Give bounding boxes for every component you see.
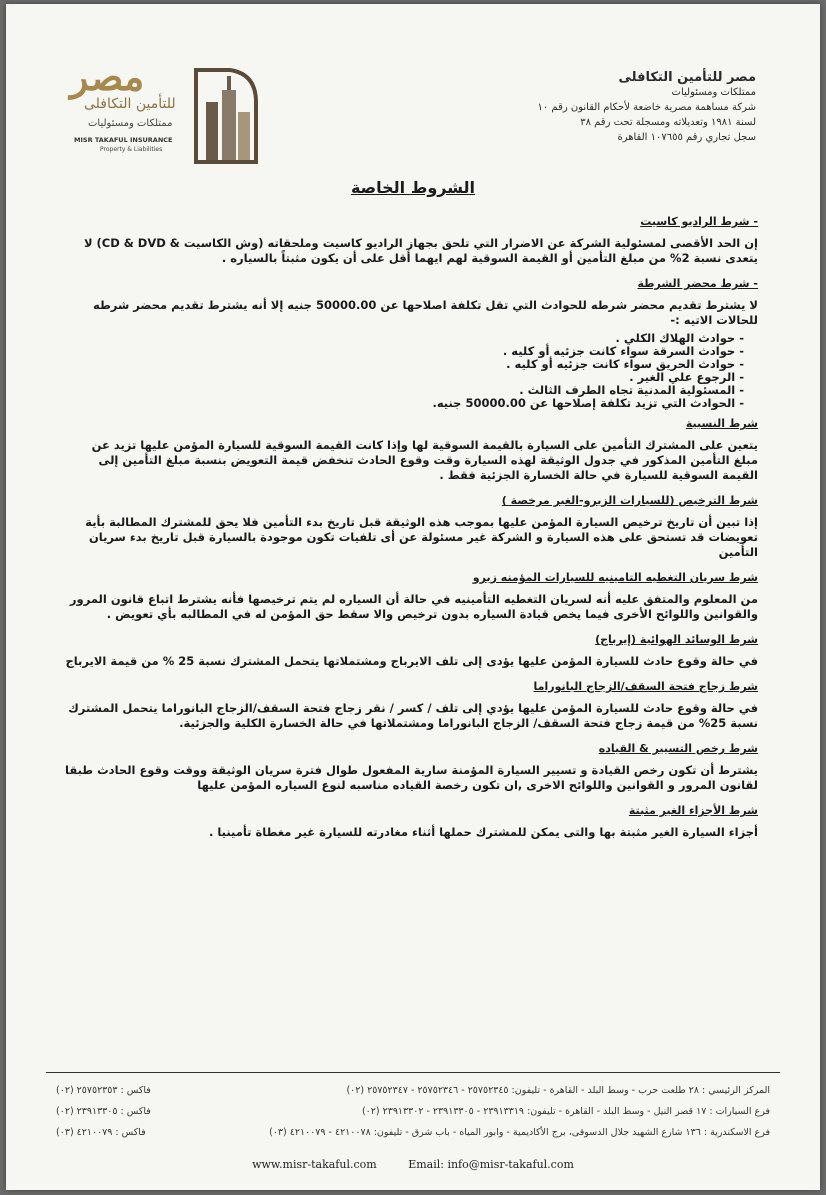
list-item: - حوادث الهلاك الكلي . bbox=[64, 332, 744, 345]
list-item: - المسئولية المدنية تجاه الطرف الثالث . bbox=[64, 384, 744, 397]
section-parts bbox=[64, 803, 758, 840]
section-license bbox=[64, 493, 758, 560]
section-radio bbox=[64, 214, 758, 266]
company-type: ممتلكات ومسئوليات bbox=[671, 87, 756, 98]
section-title: - شرط محضر الشرطة bbox=[637, 277, 758, 290]
registration-line: شركة مساهمة مصرية خاضعة لأحكام القانون رقم ١٠ bbox=[537, 102, 756, 113]
logo-english-name: MISR TAKAFUL INSURANCE bbox=[74, 136, 173, 144]
section-title: - شرط الراديو كاسيت bbox=[640, 215, 758, 228]
cars-branch-fax: فاكس : ٢٣٩١٣٣٠٥ (٠٢) bbox=[56, 1106, 151, 1117]
terms-content bbox=[64, 214, 758, 850]
company-logo bbox=[64, 54, 274, 174]
registration-line: لسنة ١٩٨١ وتعديلاته ومسجلة تحت رقم ٣٨ bbox=[580, 117, 756, 128]
footer-row-alex-branch bbox=[56, 1122, 770, 1143]
section-title: شرط الأجزاء الغير مثبتة bbox=[628, 804, 758, 817]
section-body: في حالة وقوع حادث للسيارة المؤمن عليها يؤدى إلى تلف الايرباج ومشتملاتها يتحمل المشترك نسبة 25 % من قيمة الايرباج bbox=[65, 654, 758, 668]
commercial-register: سجل تجاري رقم ١٠٧٦٥٥ القاهرة bbox=[617, 132, 756, 143]
page-title: الشروط الخاصة bbox=[350, 178, 476, 197]
section-body: إذا تبين أن تاريخ ترخيص السيارة المؤمن عليها بموجب هذه الوثيقة قبل تاريخ بدء التأمين فلا يحق للمشترك المطالبة بأية تعويضات قد تستحق على هذه السيارة و الشركة غير مسئولة عن أى تلفيات تكون موجودة بالسيارة قبل تاريخ بدء سريان التأمين bbox=[85, 515, 758, 559]
footer-divider bbox=[46, 1072, 780, 1073]
list-item: - الحوادث التي تزيد تكلفة إصلاحها عن 50000.00 جنيه. bbox=[64, 397, 744, 410]
section-title: شرط الترخيص (للسيارات الزيرو-الغير مرخصة ) bbox=[501, 494, 758, 507]
section-title: شرط الوسائد الهوائية (إيرباج) bbox=[595, 633, 758, 646]
section-body: من المعلوم والمتفق عليه أنه لسريان التغطيه التأمينيه في حالة أن السياره لم يتم ترخيصها فأنه يشترط اتباع قانون المرور والقوانين واللوائح الأخرى فيما يخص قيادة السياره بدون ترخيص والا سقط حق المؤمن له في المطالبه بأي تعويض . bbox=[69, 592, 758, 621]
website-link[interactable]: www.misr-takaful.com bbox=[252, 1158, 377, 1171]
police-cases-list bbox=[64, 332, 758, 410]
document-page bbox=[6, 4, 820, 1190]
section-ratio bbox=[64, 416, 758, 483]
section-title: شرط زجاج فتحة السقف/الزجاج البانوراما bbox=[533, 680, 758, 693]
section-body: يتعين على المشترك التأمين على السيارة بالقيمة السوقية لها وإذا كانت القيمة السوقية للسيارة المؤمن عليها تزيد عن مبلغ التأمين المذكور في جدول الوثيقة لهذه السيارة وقت وقوع الحادث تنخفض قيمة التعويض بنسبة مبلغ التأمين إلى القيمة السوقية للسيارة في حالة الخسارة الجزئية فقط . bbox=[91, 438, 758, 482]
head-office-address: المركز الرئيسي : ٢٨ طلعت حرب - وسط البلد - القاهرة - تليفون: ٢٥٧٥٢٣٤٥ - ٢٥٧٥٢٣٤٦ - ٢٥٧٥٢٣٤٧ (٠٢) bbox=[346, 1085, 770, 1096]
email-link[interactable]: Email: info@misr-takaful.com bbox=[408, 1158, 574, 1171]
list-item: - حوادث الحريق سواء كانت جزئيه أو كليه . bbox=[64, 358, 744, 371]
footer-row-head-office bbox=[56, 1080, 770, 1101]
footer-row-cars-branch bbox=[56, 1101, 770, 1122]
footer-contacts bbox=[56, 1080, 770, 1143]
section-title: شرط سريان التغطيه التامينيه للسيارات المؤمنه زيرو bbox=[472, 571, 758, 584]
section-zero-cover bbox=[64, 570, 758, 622]
company-info bbox=[456, 70, 756, 145]
section-driving bbox=[64, 741, 758, 793]
section-body: يشترط أن تكون رخص القيادة و تسيير السيارة المؤمنة سارية المفعول طوال فترة سريان الوثيقة ووقت وقوع الحادث طبقا لقانون المرور و القوانين واللوائح الاخرى ,ان تكون رخصة القياده مناسبه لنوع السياره المؤمن عليها bbox=[65, 763, 758, 792]
building-icon bbox=[192, 62, 260, 166]
logo-arabic-subtitle: للتأمين التكافلى bbox=[84, 96, 176, 112]
cars-branch-address: فرع السيارات : ١٧ قصر النيل - وسط البلد - القاهرة - تليفون: ٢٣٩١٣٣١٩ - ٢٣٩١٣٣٠٥ - ٢٣٩١٣٣٠٢ (٠٢) bbox=[361, 1106, 770, 1117]
list-item: - الرجوع علي الغير . bbox=[64, 371, 744, 384]
section-body: أجزاء السيارة الغير مثبتة بها والتى يمكن للمشترك حملها أثناء مغادرته للسيارة غير مغطاة تأمينيا . bbox=[208, 825, 758, 839]
logo-arabic-type: ممتلكات ومسئوليات bbox=[88, 118, 173, 129]
section-title: شرط رخص التسيير & القياده bbox=[598, 742, 758, 755]
section-body: إن الحد الأقصى لمسئولية الشركة عن الاضرار التي تلحق بجهاز الراديو كاسيت وملحقاته (وش الكاسيت & CD & DVD) لا يتعدى نسبة 2% من مبلغ التأمين أو القيمة السوقية لهم ايهما أقل على أن يكون مثبتاً بالسياره . bbox=[83, 236, 758, 265]
section-body: لا يشترط تقديم محضر شرطه للحوادث التي تقل تكلفة اصلاحها عن 50000.00 جنيه إلا أنه يشترط تقديم محضر شرطه للحالات الاتيه :- bbox=[92, 298, 758, 327]
company-name: مصر للتأمين التكافلى bbox=[618, 70, 756, 85]
section-airbag bbox=[64, 632, 758, 669]
section-body: في حالة وقوع حادث للسيارة المؤمن عليها يؤدي إلى تلف / كسر / نقر زجاج فتحة السقف/الزجاج البانوراما يتحمل المشترك نسبة 25% من قيمة زجاج فتحة السقف/ الزجاج البانوراما ومشتملاتها في حالة الخسارة الكلية والجزئية. bbox=[68, 701, 758, 730]
alex-branch-address: فرع الاسكندرية : ١٣٦ شارع الشهيد جلال الدسوقى، برج الأكاديمية - وابور المياه - باب شرق - تليفون: ٤٢١٠٠٧٨ - ٤٢١٠٠٧٩ (٠٣) bbox=[269, 1127, 770, 1138]
head-office-fax: فاكس : ٢٥٧٥٢٣٥٣ (٠٢) bbox=[56, 1085, 151, 1096]
section-police bbox=[64, 276, 758, 410]
logo-english-subtitle: Property & Liabilities bbox=[100, 146, 163, 153]
footer-web bbox=[6, 1158, 820, 1171]
section-title: شرط النسبية bbox=[685, 417, 758, 430]
section-sunroof bbox=[64, 679, 758, 731]
alex-branch-fax: فاكس : ٤٢١٠٠٧٩ (٠٣) bbox=[56, 1127, 146, 1138]
list-item: - حوادث السرقة سواء كانت جزئيه أو كليه . bbox=[64, 345, 744, 358]
logo-arabic-name: مصر bbox=[70, 54, 145, 99]
